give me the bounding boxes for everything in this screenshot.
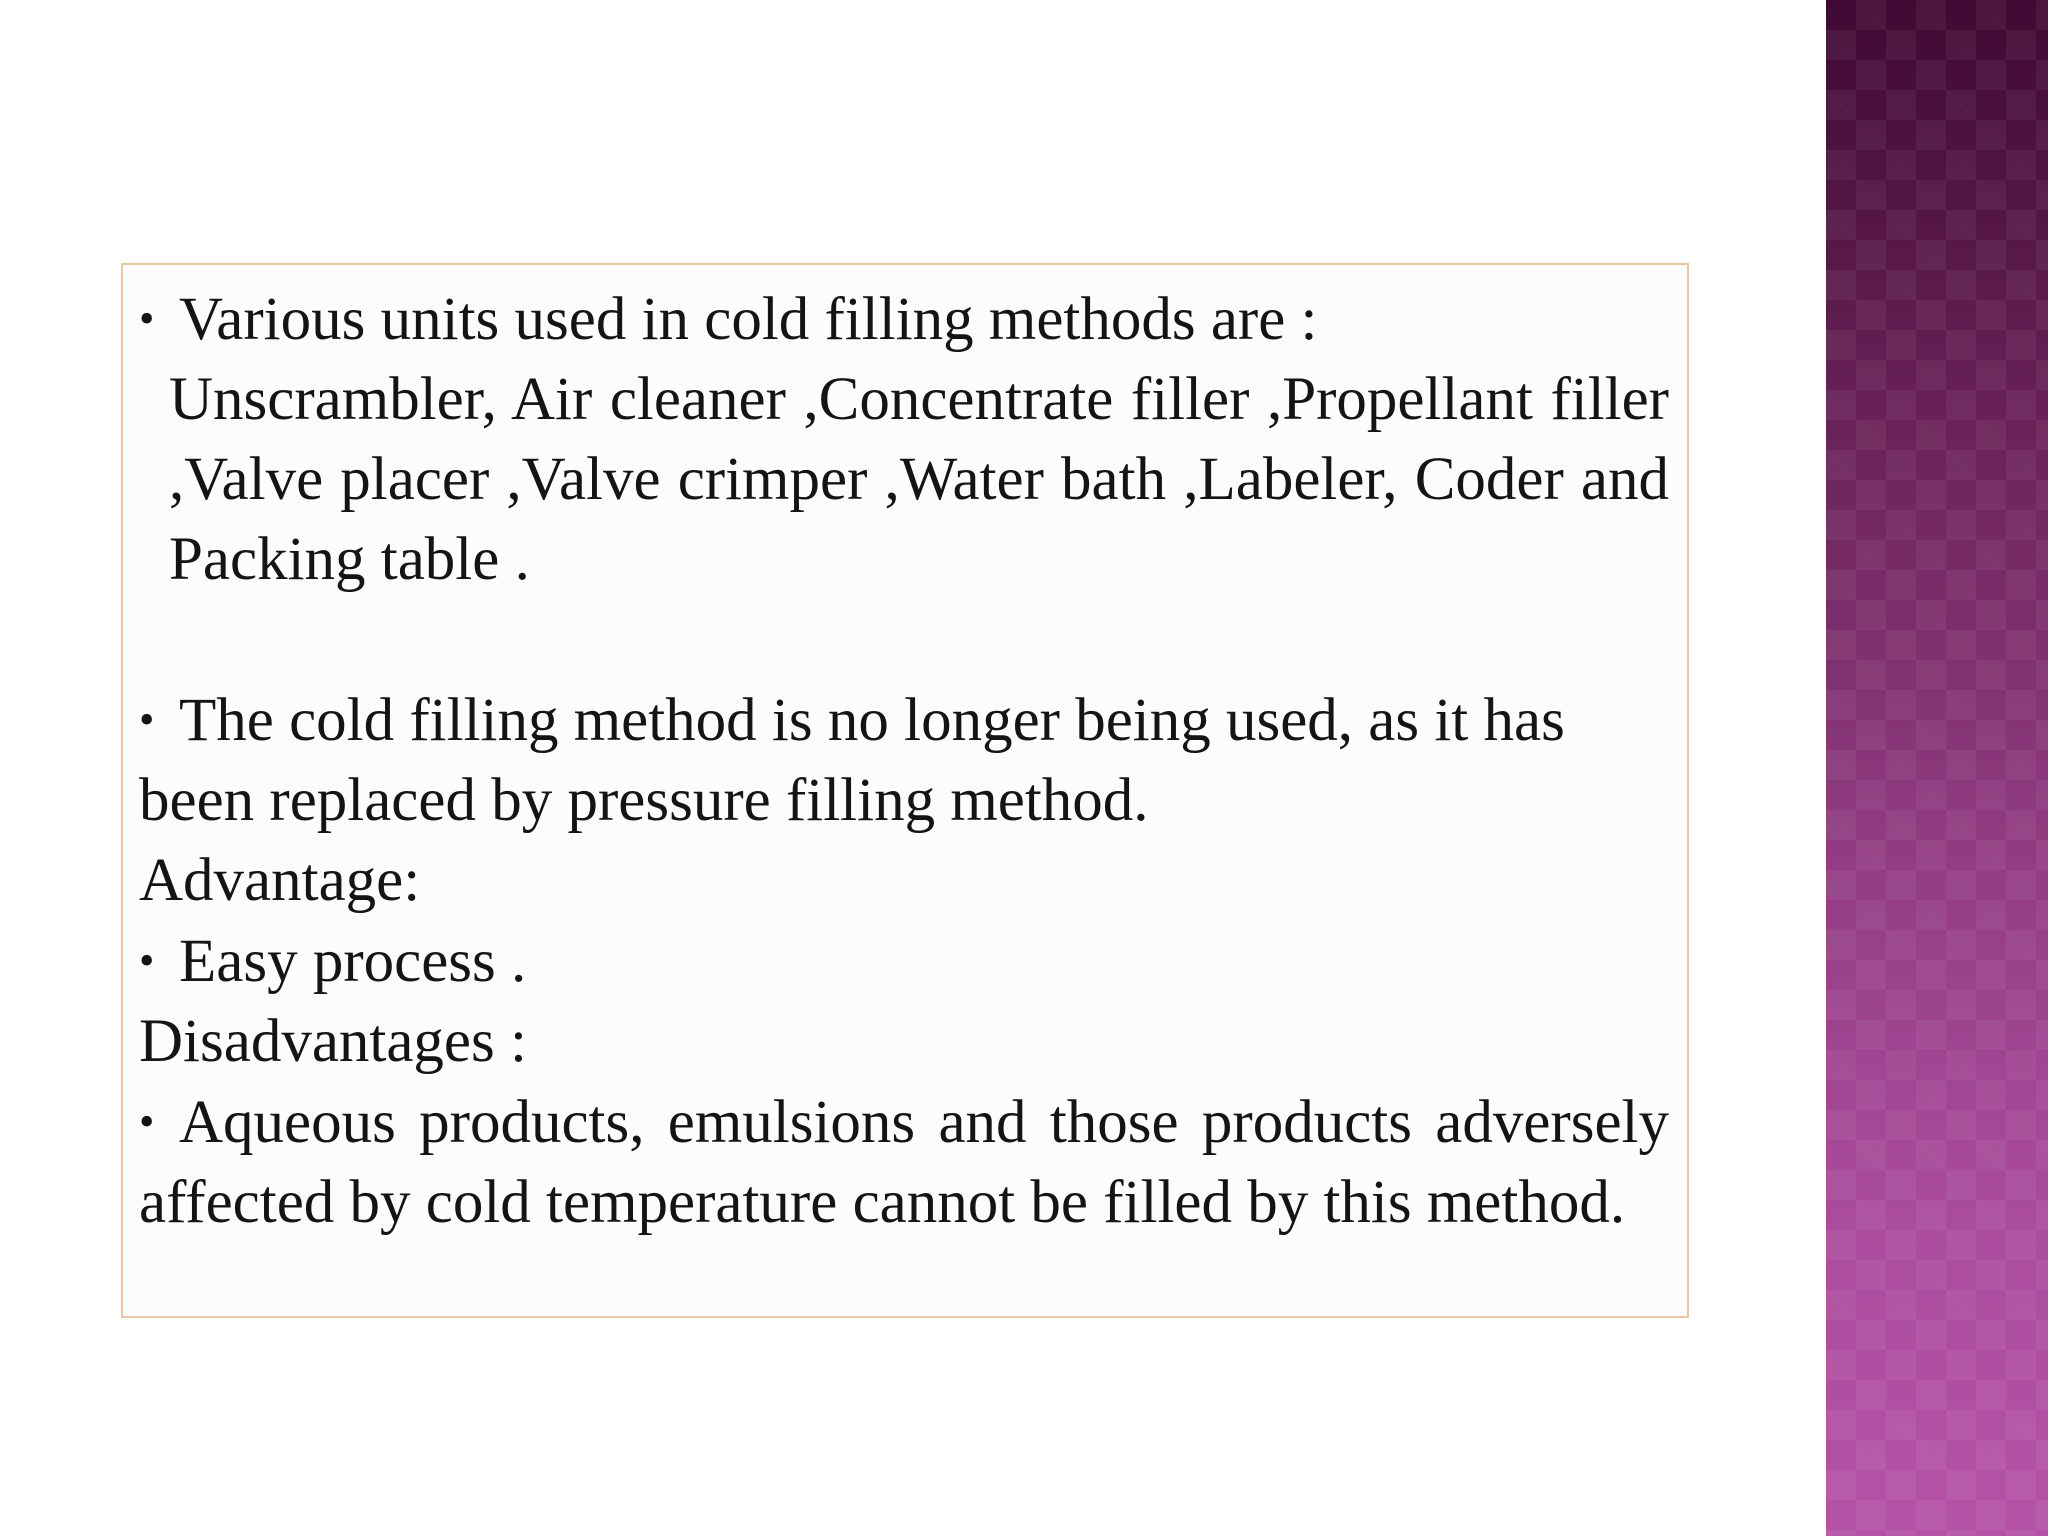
bullet-units-intro: • Various units used in cold filling methods are : <box>139 279 1669 360</box>
content-text-box <box>121 263 1689 1318</box>
bullet-advantage-item: • Easy process . <box>139 921 1669 1002</box>
decorative-side-band <box>1826 0 2048 1536</box>
bullet-disadvantage-item: • Aqueous products, emulsions and those products adversely affected by cold temperature cannot be filled by this method. <box>139 1082 1669 1243</box>
advantage-heading: Advantage: <box>139 847 421 914</box>
disadvantage-heading: Disadvantages : <box>139 1008 527 1075</box>
units-list: Unscrambler, Air cleaner ,Concentrate filler ,Propellant filler ,Valve placer ,Valve crimper ,Water bath ,Labeler, Coder and Packing table . <box>169 366 1669 593</box>
bullet-no-longer-used: • The cold filling method is no longer being used, as it has been replaced by pressure filling method. <box>139 680 1669 841</box>
paragraph-spacer <box>139 600 1669 680</box>
